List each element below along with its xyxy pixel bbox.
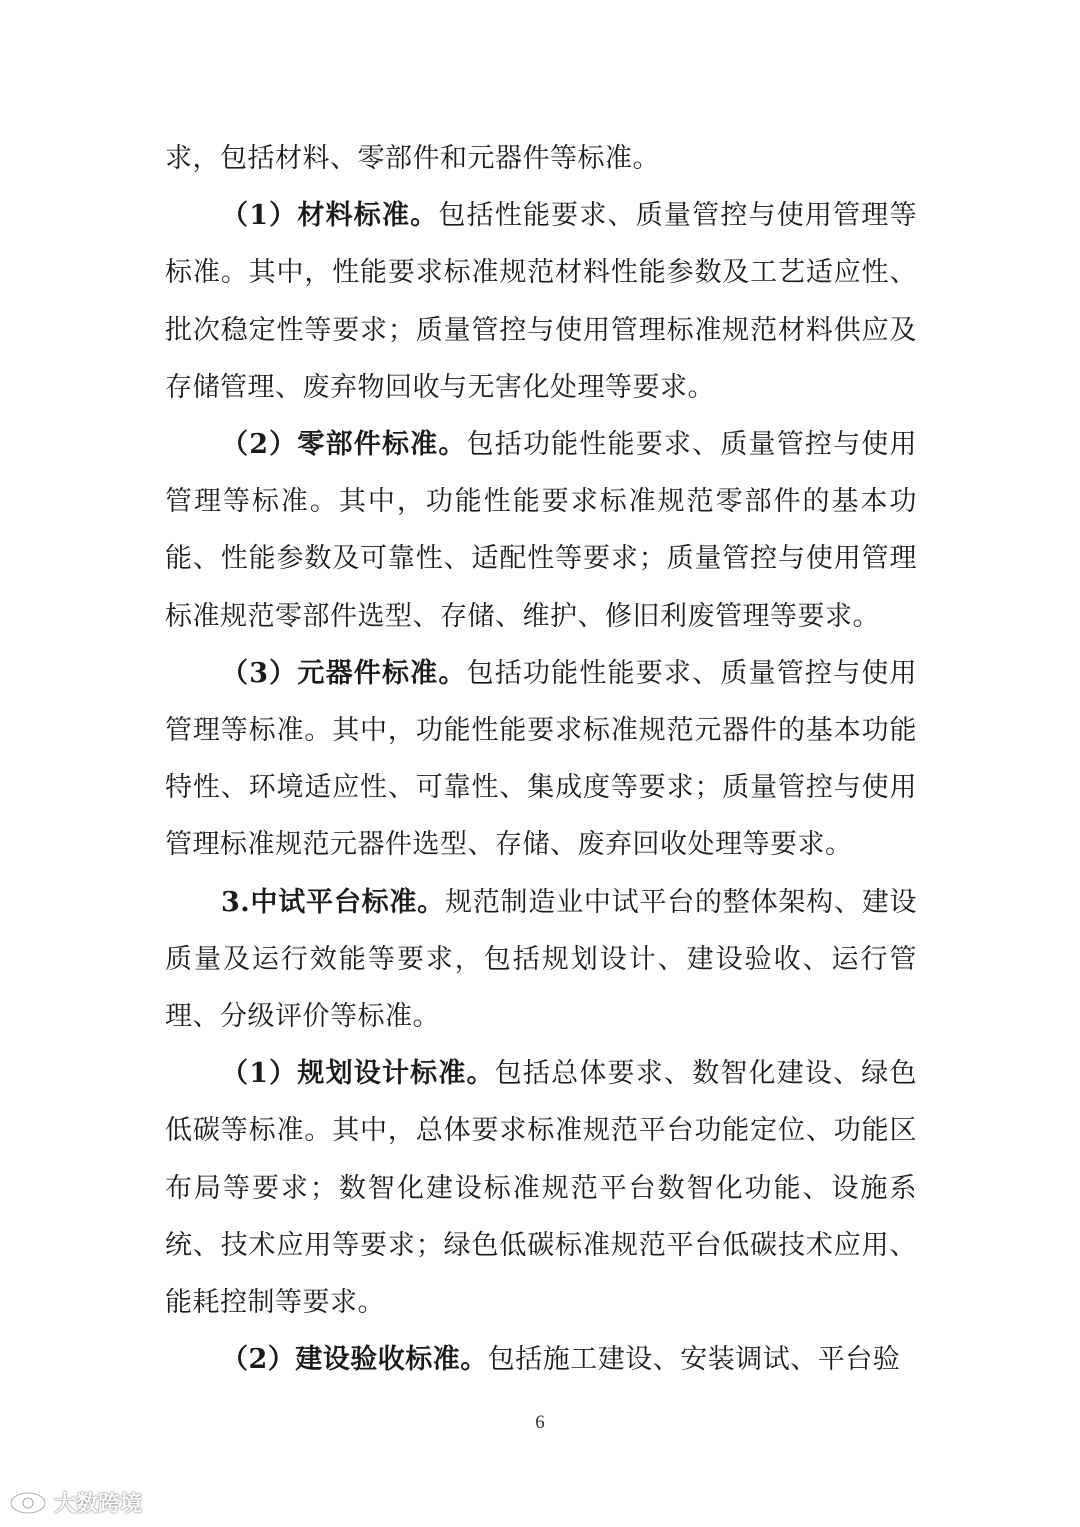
paragraph-heading: （2）零部件标准。 (221, 429, 467, 461)
paragraph-heading: （1）规划设计标准。 (221, 1058, 495, 1090)
paragraph-0 (165, 130, 917, 187)
paragraph-5 (165, 1045, 917, 1331)
paragraph-text: 包括性能要求、质量管控与使用管理等标准。其中，性能要求标准规范材料性能参数及工艺适应性、批次稳定性等要求；质量管控与使用管理标准规范材料供应及存储管理、废弃物回收与无害化处理等要求。 (165, 200, 917, 403)
paragraph-2 (165, 416, 917, 645)
paragraph-text: 规范制造业中试平台的整体架构、建设质量及运行效能等要求，包括规划设计、建设验收、运行管理、分级评价等标准。 (165, 886, 918, 1033)
page-number: 6 (535, 1412, 545, 1433)
paragraph-3 (165, 645, 917, 874)
paragraph-heading: （2）建设验收标准。 (221, 1344, 488, 1376)
paragraph-heading: （1）材料标准。 (221, 200, 439, 232)
paragraph-text: 包括总体要求、数智化建设、绿色低碳等标准。其中，总体要求标准规范平台功能定位、功能区布局等要求；数智化建设标准规范平台数智化功能、设施系统、技术应用等要求；绿色低碳标准规范平台低碳技术应用、能耗控制等要求。 (165, 1058, 917, 1319)
eye-logo-icon (8, 1490, 48, 1516)
paragraph-text: 包括功能性能要求、质量管控与使用管理等标准。其中，功能性能要求标准规范元器件的基本功能特性、环境适应性、可靠性、集成度等要求；质量管控与使用管理标准规范元器件选型、存储、废弃回收处理等要求。 (165, 657, 918, 861)
paragraph-text: 求，包括材料、零部件和元器件等标准。 (165, 143, 660, 174)
document-body (165, 130, 917, 1388)
paragraph-text: 包括功能性能要求、质量管控与使用管理等标准。其中，功能性能要求标准规范零部件的基本功能、性能参数及可靠性、适配性等要求；质量管控与使用管理标准规范零部件选型、存储、维护、修旧利废管理等要求。 (165, 429, 918, 632)
watermark (8, 1487, 142, 1518)
paragraph-text: 包括施工建设、安装调试、平台验 (487, 1344, 901, 1376)
paragraph-1 (165, 187, 917, 416)
paragraph-heading: 3.中试平台标准。 (221, 886, 445, 918)
paragraph-6 (165, 1331, 917, 1388)
paragraph-4 (165, 874, 917, 1046)
paragraph-heading: （3）元器件标准。 (221, 657, 467, 689)
watermark-text: 大数跨境 (54, 1492, 143, 1517)
